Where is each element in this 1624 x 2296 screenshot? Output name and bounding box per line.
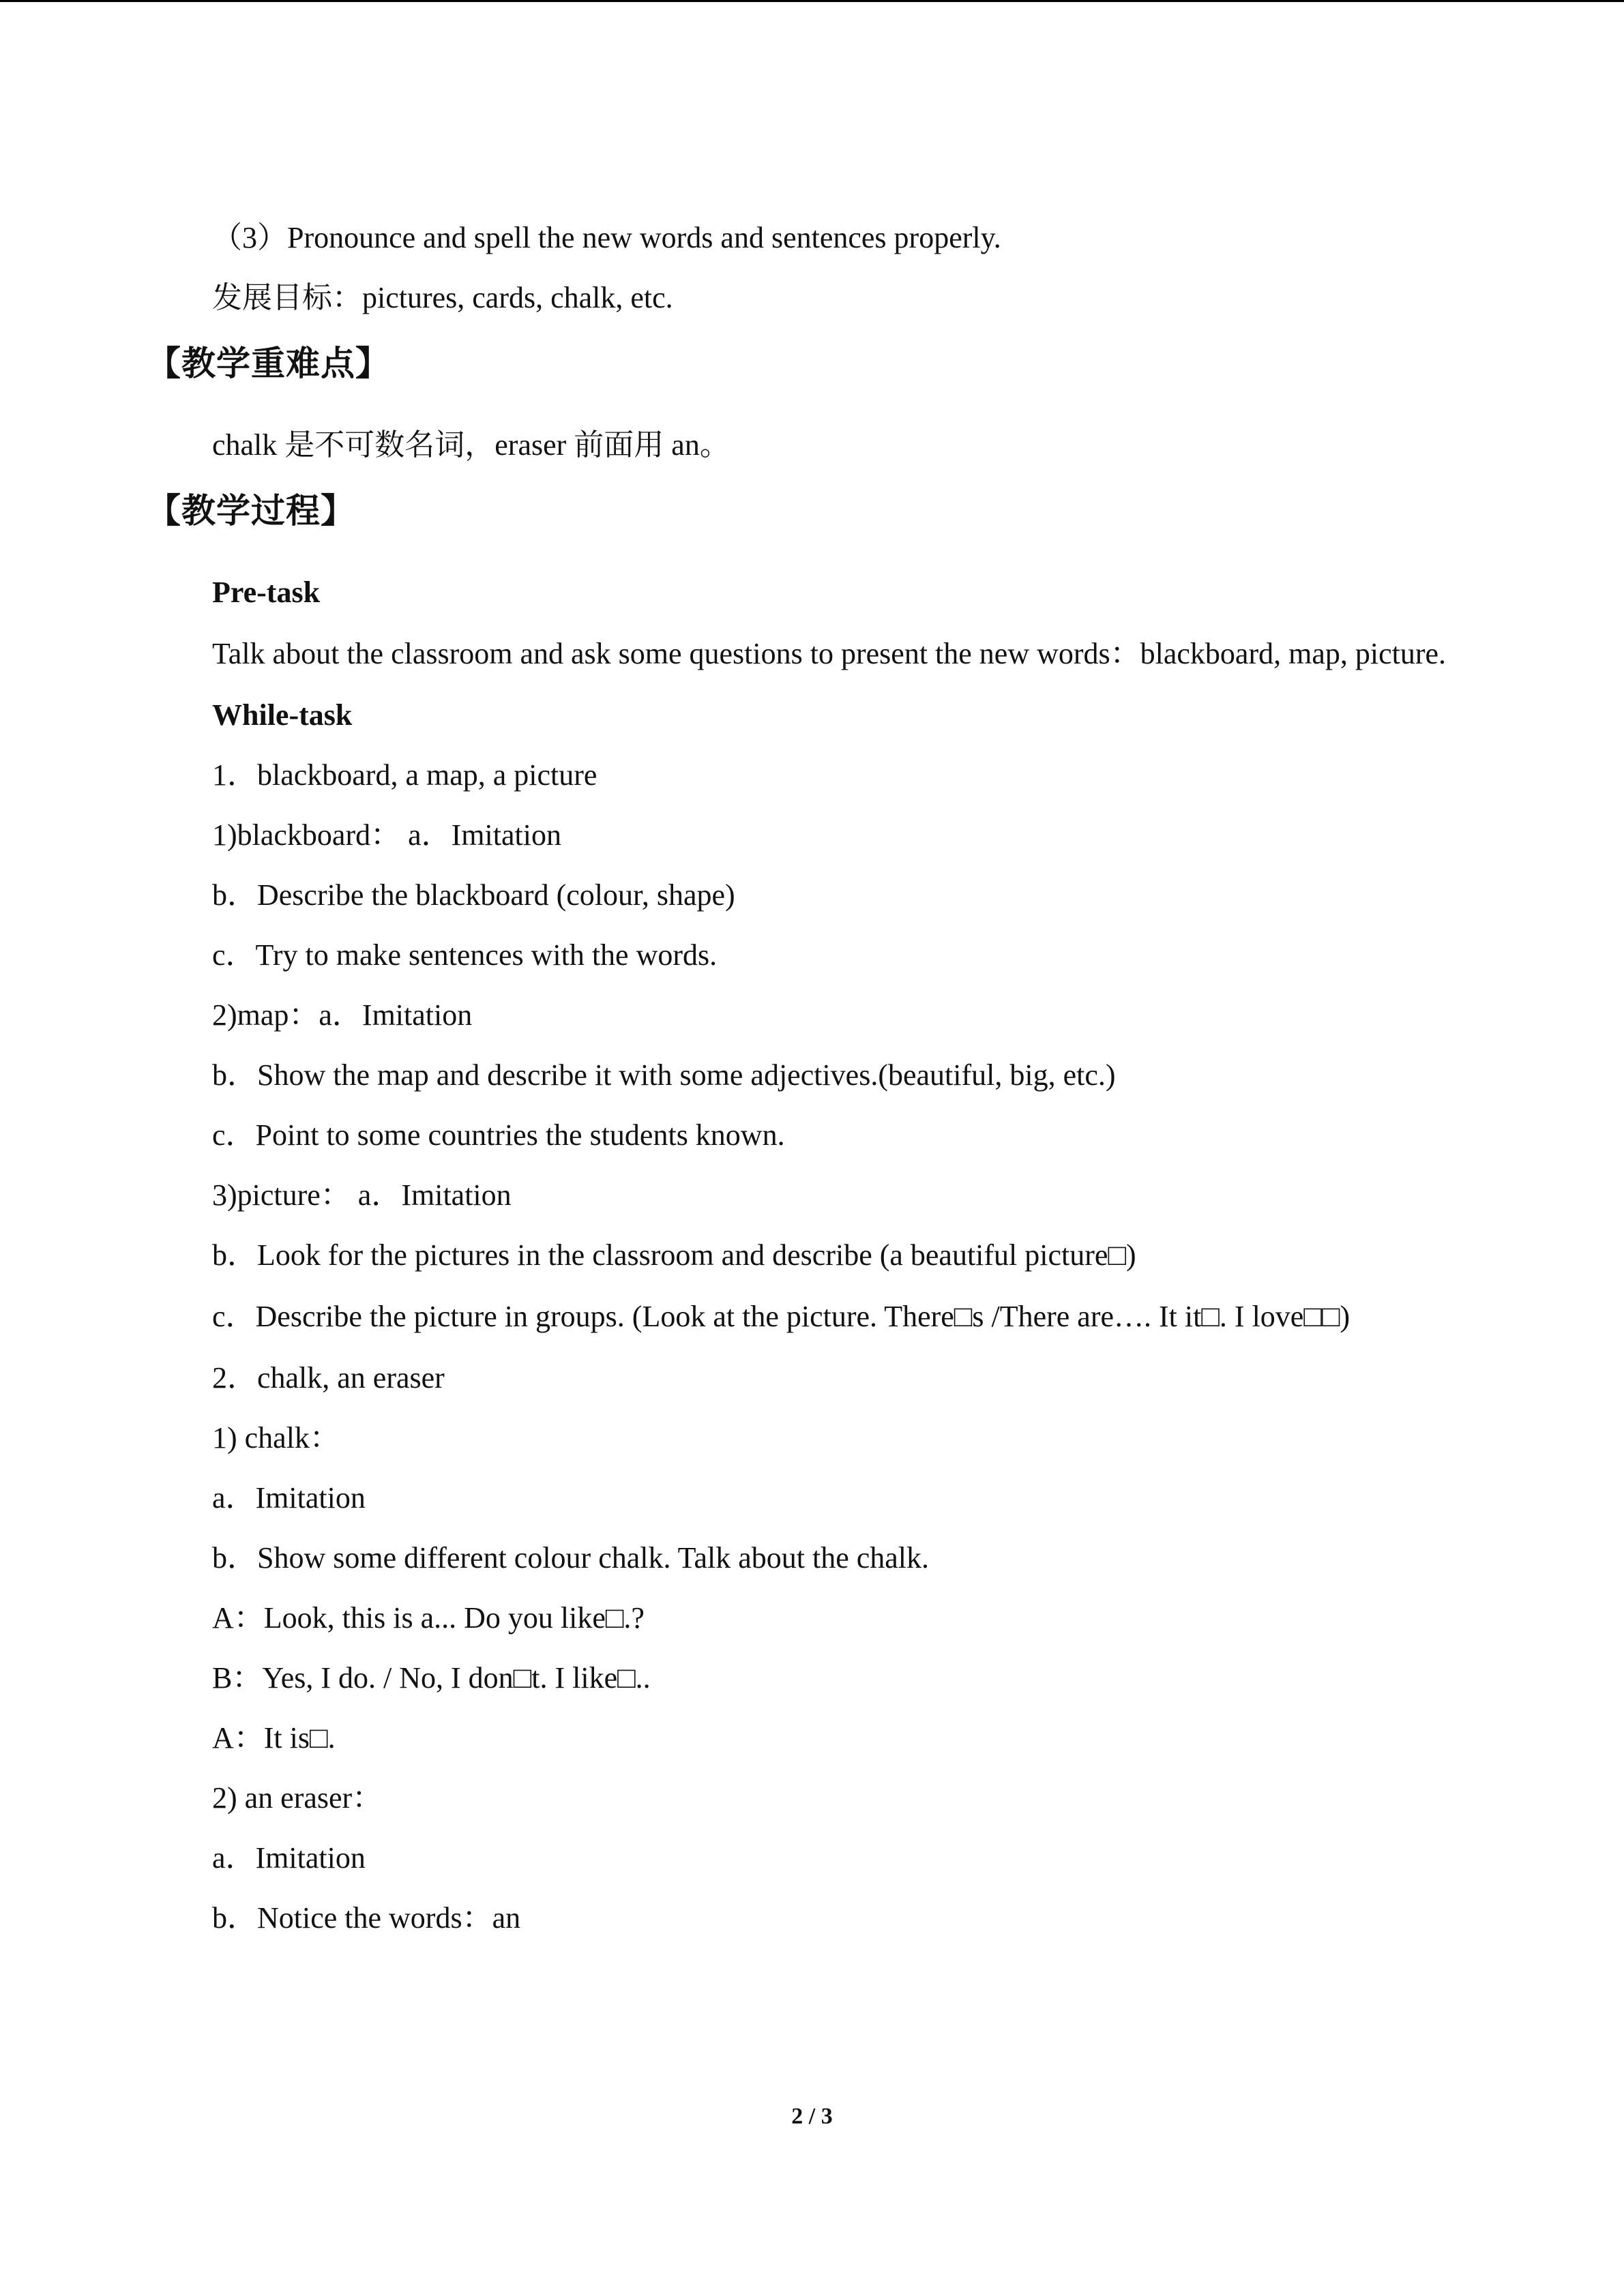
picture-imitation-line: 3)picture： a．Imitation [212, 1178, 512, 1212]
picture-describe-paragraph: c．Describe the picture in groups. (Look at the picture. There□s /There are…. It it□. I love□□) [212, 1300, 1350, 1333]
key-points-line: chalk 是不可数名词，eraser 前面用 an。 [212, 428, 730, 462]
objective-3-line: （3）Pronounce and spell the new words and sentences properly. [212, 221, 1001, 254]
blackboard-sentences-line: c．Try to make sentences with the words. [212, 938, 718, 972]
eraser-imitation-line: a．Imitation [212, 1841, 366, 1875]
development-goal-line: 发展目标：pictures, cards, chalk, etc. [212, 281, 673, 314]
pre-task-paragraph: Talk about the classroom and ask some questions to present the new words：blackboard, map, picture. [212, 637, 1447, 670]
step-2-line: 2．chalk, an eraser [212, 1361, 445, 1395]
step-1-line: 1．blackboard, a map, a picture [212, 758, 597, 792]
dialogue-b-line: B：Yes, I do. / No, I don□t. I like□.. [212, 1661, 651, 1695]
chalk-imitation-line: a．Imitation [212, 1481, 366, 1515]
page-number: 2 / 3 [791, 2104, 833, 2129]
blackboard-imitation-line: 1)blackboard： a．Imitation [212, 818, 561, 852]
map-point-line: c．Point to some countries the students known. [212, 1118, 785, 1152]
pre-task-heading: Pre-task [212, 576, 321, 609]
picture-look-line: b．Look for the pictures in the classroom and describe (a beautiful picture□) [212, 1238, 1136, 1272]
section-heading-teaching-process: 【教学过程】 [147, 491, 355, 531]
chalk-subheading-line: 1) chalk： [212, 1421, 340, 1455]
document-body [147, 208, 1478, 1948]
map-imitation-line: 2)map：a．Imitation [212, 998, 473, 1032]
while-task-heading: While-task [212, 698, 353, 732]
chalk-show-line: b．Show some different colour chalk. Talk about the chalk. [212, 1541, 930, 1575]
section-heading-key-points: 【教学重难点】 [147, 344, 390, 383]
dialogue-a-line-2: A：It is□. [212, 1721, 336, 1755]
dialogue-a-line-1: A：Look, this is a... Do you like□.? [212, 1601, 645, 1635]
top-border-rule [0, 0, 1624, 2]
eraser-notice-line: b．Notice the words：an [212, 1901, 521, 1935]
map-show-line: b．Show the map and describe it with some adjectives.(beautiful, big, etc.) [212, 1058, 1116, 1092]
eraser-subheading-line: 2) an eraser： [212, 1781, 383, 1815]
blackboard-describe-line: b．Describe the blackboard (colour, shape) [212, 878, 735, 912]
